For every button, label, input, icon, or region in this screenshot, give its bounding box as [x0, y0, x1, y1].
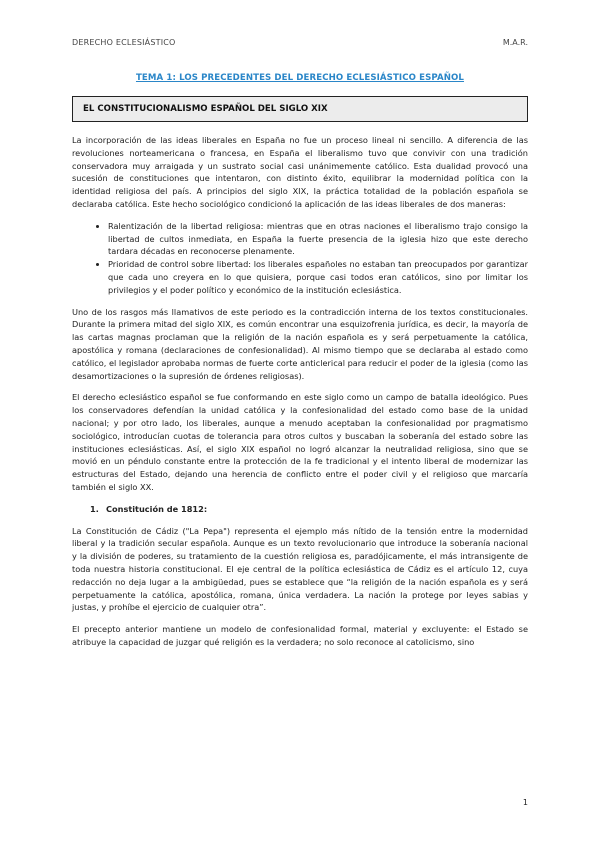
section-title-box — [72, 96, 528, 122]
header-course-name: DERECHO ECLESIÁSTICO — [72, 38, 176, 47]
body-paragraph: El precepto anterior mantiene un modelo de confesionalidad formal, material y excluyente: el Estado se atribuye la capacidad de juzgar qué religión es la verdadera; no solo reconoce al catolicismo, sino — [72, 624, 528, 647]
section-title: EL CONSTITUCIONALISMO ESPAÑOL DEL SIGLO XIX — [83, 104, 328, 114]
subsection-heading — [90, 503, 528, 516]
body-paragraph: La Constitución de Cádiz ("La Pepa") representa el ejemplo más nítido de la tensión entre la modernidad liberal y la tradición secular española. Aunque es un texto revolucionario que introduce la soberanía nacional y la división de poderes, su tratamiento de la cuestión religiosa es, paradójicamente, el más intransigente de toda nuestra historia constitucional. El eje central de la política eclesiástica de Cádiz es el artículo 12, cuya redacción no deja lugar a la ambigüedad, pues se establece que “la religión de la nación española es y será perpetuamente la católica, apostólica, romana, única verdadera. La nación la protege por leyes sabias y justas, y prohíbe el ejercicio de cualquier otra”. — [72, 525, 528, 613]
page-number: 1 — [522, 798, 528, 807]
header-author-initials: M.A.R. — [502, 38, 528, 47]
list-item: • Ralentización de la libertad religiosa: mientras que en otras naciones el liberalismo trajo consigo la libertad de cultos inmediata, en España la fuerte presencia de la iglesia hizo que este derecho tardara décadas en reconocerse plenamente. — [108, 220, 528, 258]
subsection-title: Constitución de 1812: — [106, 503, 208, 514]
subsection-number: 1. — [90, 503, 99, 514]
page-title: TEMA 1: LOS PRECEDENTES DEL DERECHO ECLESIÁSTICO ESPAÑOL — [135, 73, 465, 83]
bullet-list — [72, 220, 528, 297]
body-paragraph: El derecho eclesiástico español se fue conformando en este siglo como un campo de batalla ideológico. Pues los conservadores defendían la unidad católica y la confesionalidad del estado como base de la unidad nacional; y por otro lado, los liberales, aunque a menudo aceptaban la confesionalidad por pragmatismo sociológico, introducían cuotas de tolerancia para otros cultos y buscaban la soberanía del estado sobre las instituciones eclesiásticas. Así, el siglo XIX español no logró alcanzar la neutralidad religiosa, sino que se movió en un péndulo constante entre la protección de la fe tradicional y el intento liberal de modernizar las estructuras del Estado, dejando una herencia de conflicto entre el poder civil y el religioso que marcaría también el siglo XX. — [72, 392, 528, 492]
list-item: • Prioridad de control sobre libertad: los liberales españoles no estaban tan preocupados por garantizar que cada uno creyera en lo que quisiera, porque casi todos eran católicos, sino por limitar los privilegios y el poder político y económico de la institución eclesiástica. — [108, 258, 528, 296]
body-paragraph: Uno de los rasgos más llamativos de este periodo es la contradicción interna de los textos constitucionales. Durante la primera mitad del siglo XIX, es común encontrar una esquizofrenia jurídica, es decir, la mayoría de las cartas magnas proclaman que la religión de la nación española es y será perpetuamente la católica, apostólica y romana (declaraciones de confesionalidad). Al mismo tiempo que se declaraba al estado como católico, el legislador aprobaba normas de fuerte corte anticlerical para reducir el poder de la iglesia (como las desamortizaciones o la supresión de órdenes religiosas). — [72, 306, 528, 381]
document-body — [72, 134, 528, 658]
intro-paragraph: La incorporación de las ideas liberales en España no fue un proceso lineal ni sencillo. A diferencia de las revoluciones norteamericana o francesa, en España el liberalismo tuvo que convivir con una tradición conservadora muy arraigada y un sustrato social casi unánimemente católico. Esta dualidad provocó una sucesión de constituciones que intentaron, con distinto éxito, equilibrar la modernidad política con la identidad religiosa del país. A principios del siglo XIX, la práctica totalidad de la población española se declaraba católica. Este hecho sociológico condicionó la aplicación de las ideas liberales de dos maneras: — [72, 135, 528, 209]
